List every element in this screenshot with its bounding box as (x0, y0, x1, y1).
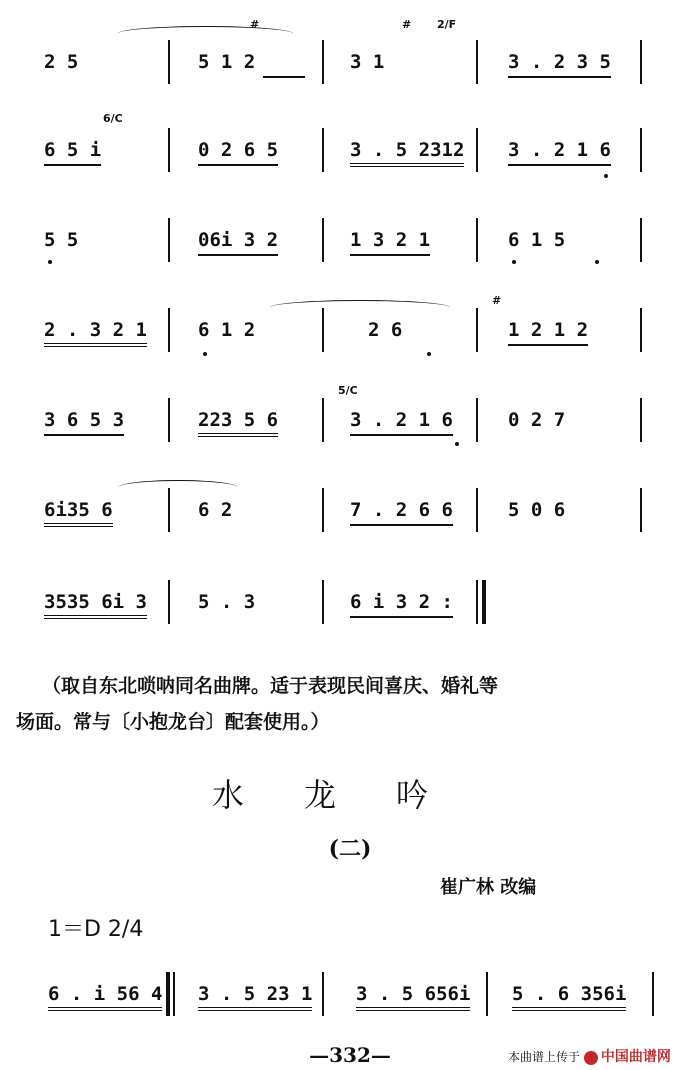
site-logo-icon (584, 1051, 598, 1065)
repeat-barline-thin (173, 972, 175, 1016)
measure-3-2: 06i 3 2 (198, 228, 278, 256)
measure-7-3: 6 i 3 2 : (350, 590, 453, 618)
barline (640, 488, 642, 532)
barline (640, 218, 642, 262)
barline (322, 218, 324, 262)
barline (322, 488, 324, 532)
barline (168, 398, 170, 442)
measure-4-1: 2 . 3 2 1 (44, 318, 147, 347)
octave-dot (48, 260, 52, 264)
watermark (508, 1046, 671, 1066)
measure-4-3: 2 6 (368, 319, 403, 341)
measure-7-2: 5 . 3 (198, 591, 256, 613)
score-row-4 (0, 294, 700, 378)
barline (168, 580, 170, 624)
barline (476, 128, 478, 172)
octave-dot (595, 260, 599, 264)
measure-1-4: 3 . 2 3 5 (508, 50, 611, 78)
arranger-credit: 崔广林 改编 (440, 877, 537, 898)
measure-1-3: 3 1 (350, 51, 385, 73)
measure-2-1: 6 5 i (44, 138, 101, 166)
source-note-line-2: 场面。常与〔小抱龙台〕配套使用。） (16, 711, 330, 733)
measure-3-4: 6 1 5 (508, 229, 566, 251)
source-note-line-1: （取自东北唢呐同名曲牌。适于表现民间喜庆、婚礼等 (42, 675, 499, 697)
key-signature: 1＝D 2/4 (48, 917, 144, 942)
sharp-mark: # (250, 18, 260, 31)
measure-6-2: 6 2 (198, 499, 233, 521)
grace-note: 2/F (437, 18, 457, 31)
final-barline-thick (482, 580, 486, 624)
score-row-3 (0, 218, 700, 288)
octave-dot (427, 352, 431, 356)
measure-4-2: 6 1 2 (198, 319, 256, 341)
measure-6-3: 7 . 2 6 6 (350, 498, 453, 526)
octave-dot (604, 174, 608, 178)
measure-8-1: 6 . i 56 4 (48, 982, 162, 1011)
grace-note: 6/C (103, 112, 123, 125)
score-row-2 (0, 112, 700, 198)
score-row-8 (0, 972, 700, 1042)
barline (640, 308, 642, 352)
barline (652, 972, 654, 1016)
grace-note: 5/C (338, 384, 358, 397)
barline (322, 398, 324, 442)
score-row-1 (0, 18, 700, 110)
sharp-mark: # (402, 18, 412, 31)
octave-dot (512, 260, 516, 264)
measure-8-3: 3 . 5 656i (356, 982, 470, 1011)
barline (640, 398, 642, 442)
barline (476, 40, 478, 84)
measure-8-2: 3 . 5 23 1 (198, 982, 312, 1011)
barline (168, 218, 170, 262)
barline (486, 972, 488, 1016)
piece-title: 水龙吟 (211, 776, 488, 814)
barline (640, 40, 642, 84)
measure-3-1: 5 5 (44, 229, 79, 251)
watermark-prefix: 本曲谱上传于 (508, 1050, 581, 1064)
measure-5-3: 3 . 2 1 6 (350, 408, 453, 436)
barline (322, 128, 324, 172)
barline (322, 40, 324, 84)
barline (476, 398, 478, 442)
measure-4-4: 1 2 1 2 (508, 318, 588, 346)
octave-dot (455, 442, 459, 446)
barline (168, 128, 170, 172)
barline (322, 972, 324, 1016)
tie (270, 300, 450, 315)
measure-1-1: 2 5 (44, 51, 79, 73)
score-row-7 (0, 580, 700, 650)
page-number: —332— (309, 1043, 391, 1067)
measure-5-2: 223 5 6 (198, 408, 278, 437)
barline (476, 488, 478, 532)
repeat-barline-thick (166, 972, 170, 1016)
watermark-site: 中国曲谱网 (600, 1049, 671, 1065)
barline (476, 308, 478, 352)
source-note (16, 668, 692, 740)
barline (168, 308, 170, 352)
underline (263, 76, 305, 78)
measure-8-4: 5 . 6 356i (512, 982, 626, 1011)
measure-5-1: 3 6 5 3 (44, 408, 124, 436)
barline (476, 218, 478, 262)
measure-3-3: 1 3 2 1 (350, 228, 430, 256)
sharp-mark: # (492, 294, 502, 307)
measure-6-4: 5 0 6 (508, 499, 566, 521)
measure-7-1: 3535 6i 3 (44, 590, 147, 619)
measure-2-4: 3 . 2 1 6 (508, 138, 611, 166)
score-row-5 (0, 384, 700, 468)
final-barline-thin (476, 580, 478, 624)
barline (168, 40, 170, 84)
measure-5-4: 0 2 7 (508, 409, 566, 431)
tie (118, 480, 238, 495)
measure-2-3: 3 . 5 2312 (350, 138, 464, 167)
tie (118, 26, 293, 41)
measure-6-1: 6i35 6 (44, 498, 113, 527)
octave-dot (203, 352, 207, 356)
piece-subtitle: (二) (328, 836, 372, 862)
score-row-6 (0, 488, 700, 558)
barline (322, 580, 324, 624)
barline (640, 128, 642, 172)
measure-2-2: 0 2 6 5 (198, 138, 278, 166)
measure-1-2: 5 1 2 (198, 51, 256, 73)
